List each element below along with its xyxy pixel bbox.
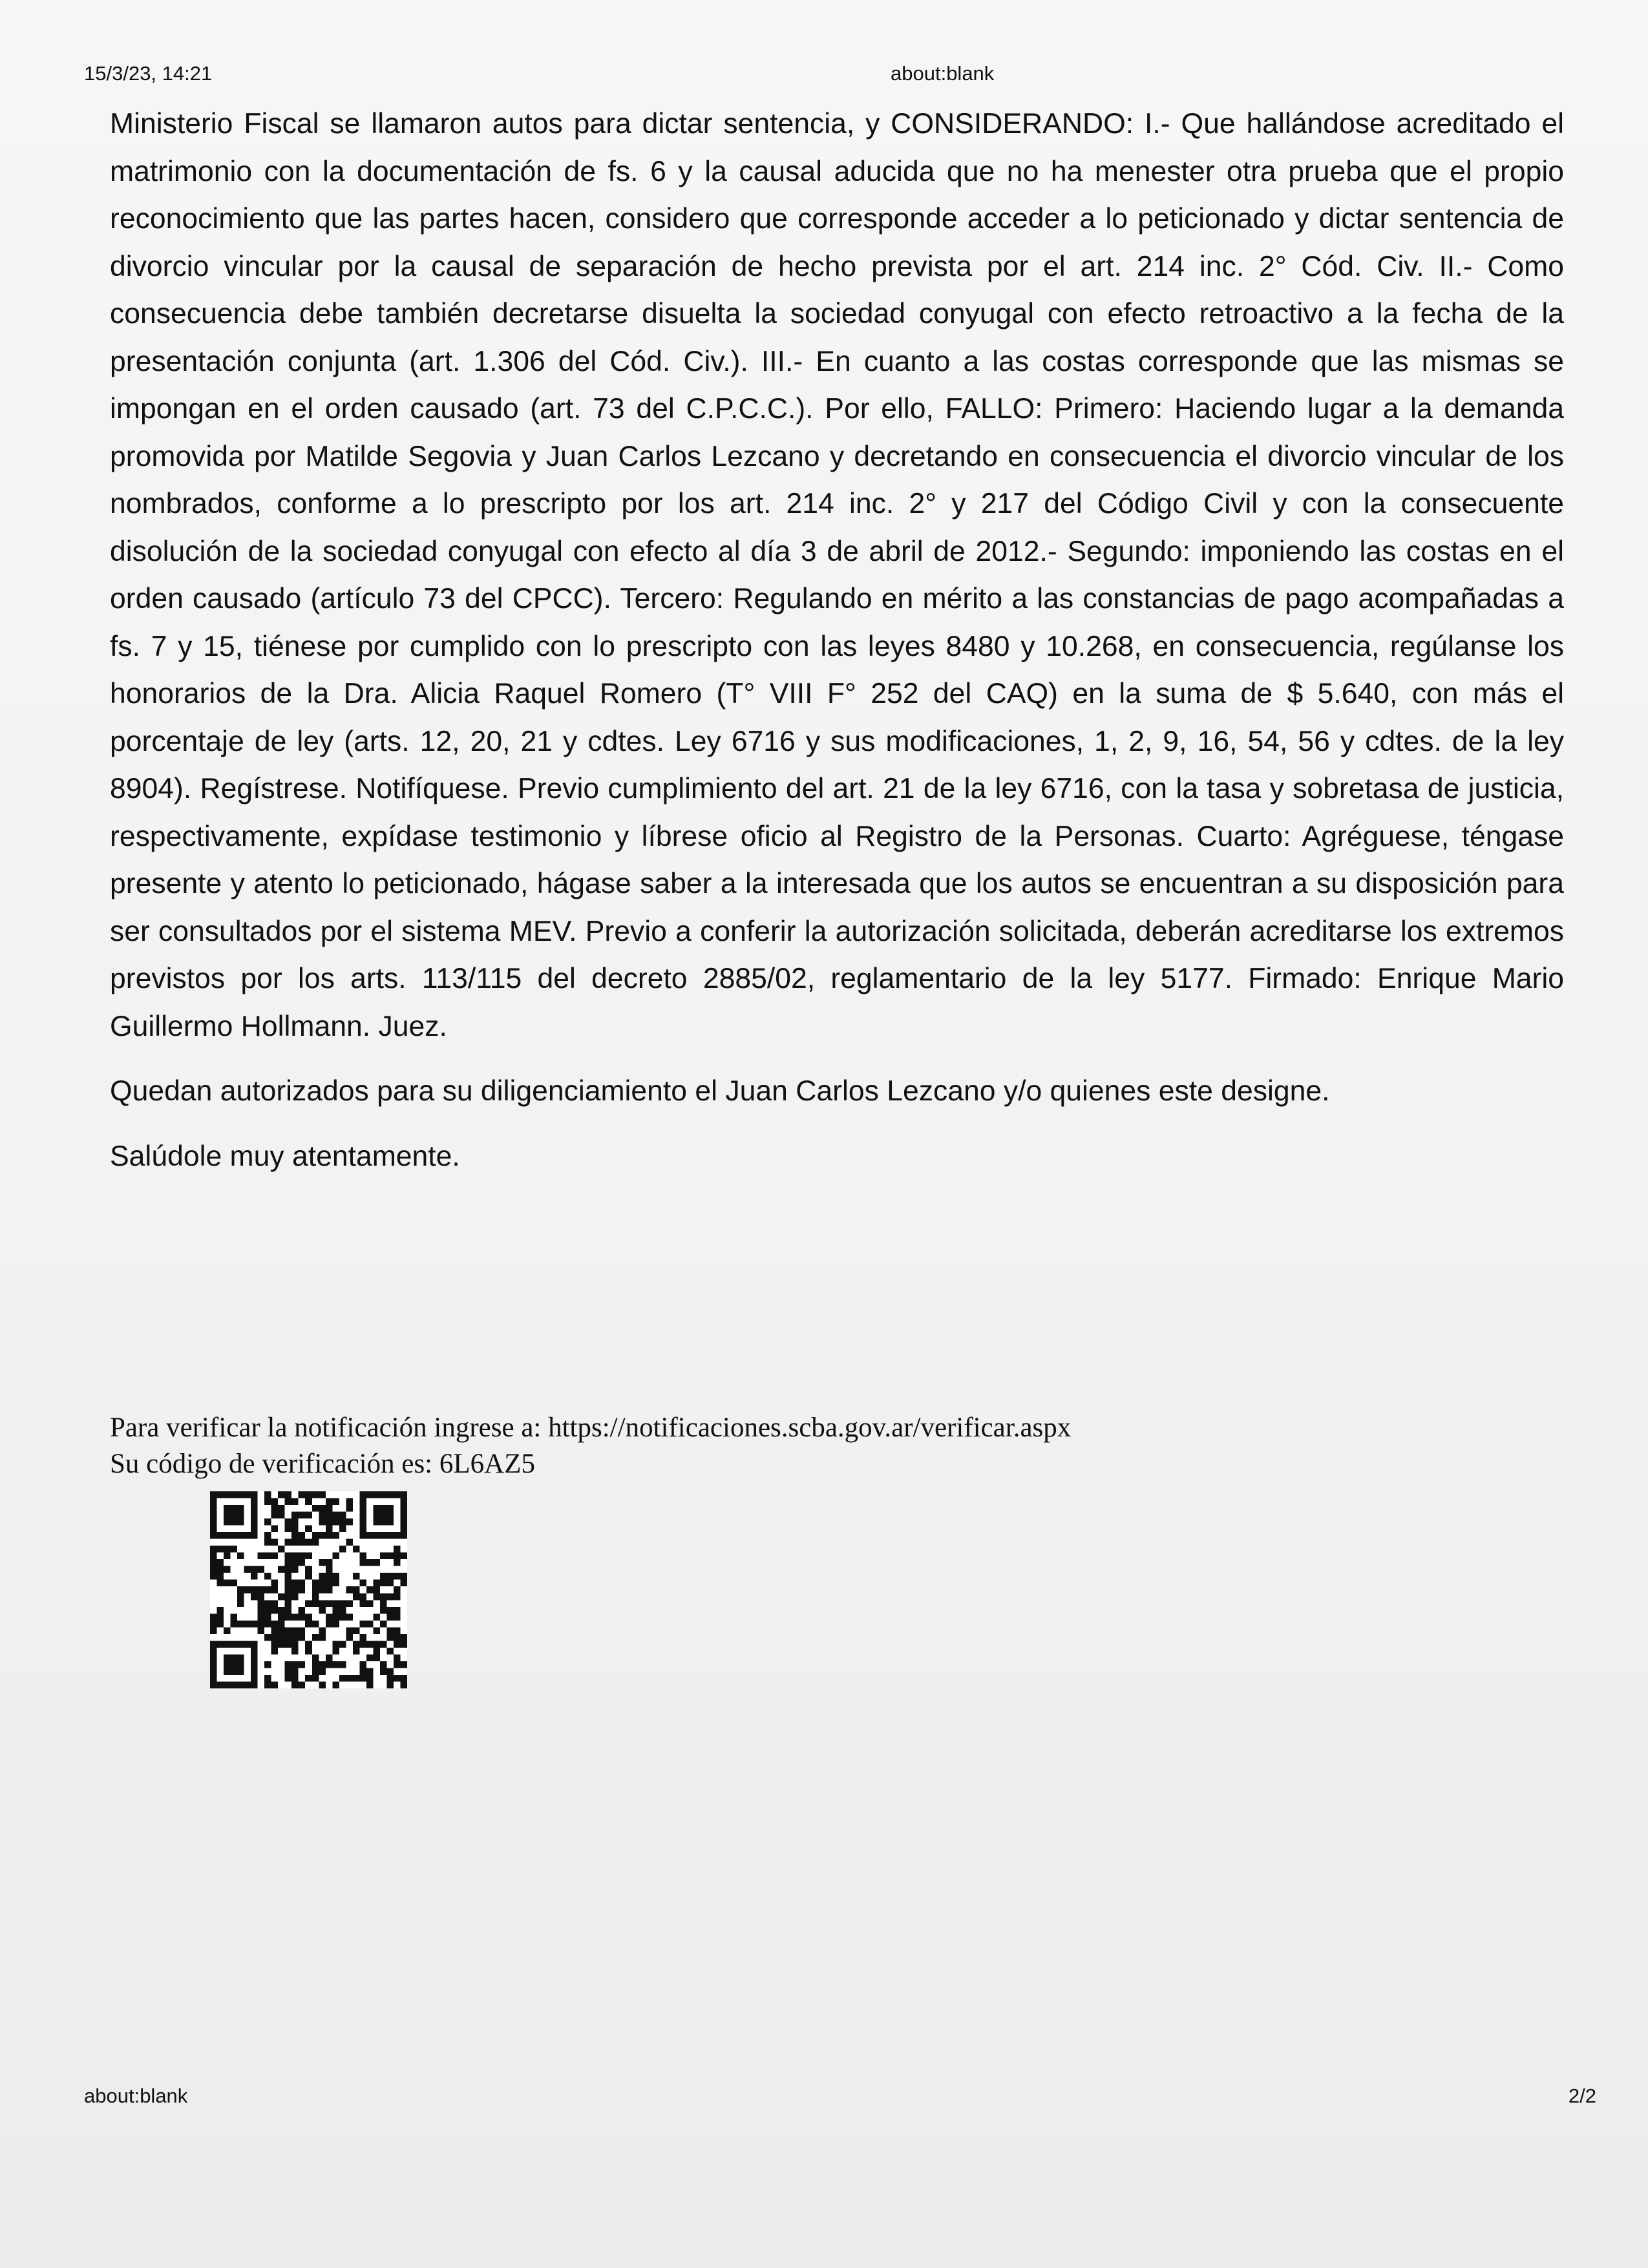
verification-url-line: Para verificar la notificación ingrese a: https://notificaciones.scba.gov.ar/verificar.aspx [110, 1412, 1072, 1443]
verification-block [110, 1410, 1071, 1482]
print-datetime: 15/3/23, 14:21 [84, 62, 213, 85]
print-footer-url: about:blank [84, 2084, 188, 2107]
ruling-paragraph: Ministerio Fiscal se llamaron autos para dictar sentencia, y CONSIDERANDO: I.- Que hallándose acreditado el matrimonio con la documentación de fs. 6 y la causal aducida que no ha menester otra prueba que el propio reconocimiento que las partes hacen, considero que corresponde acceder a lo peticionado y dictar sentencia de divorcio vincular por la causal de separación de hecho prevista por el art. 214 inc. 2° Cód. Civ. II.- Como consecuencia debe también decretarse disuelta la sociedad conyugal con efecto retroactivo a la fecha de la presentación conjunta (art. 1.306 del Cód. Civ.). III.- En cuanto a las costas corresponde que las mismas se impongan en el orden causado (art. 73 del C.P.C.C.). Por ello, FALLO: Primero: Haciendo lugar a la demanda promovida por Matilde Segovia y Juan Carlos Lezcano y decretando en consecuencia el divorcio vincular de los nombrados, conforme a lo prescripto por los art. 214 inc. 2° y 217 del Código Civil y con la consecuente disolución de la sociedad conyugal con efecto al día 3 de abril de 2012.- Segundo: imponiendo las costas en el orden causado (artículo 73 del CPCC). Tercero: Regulando en mérito a las constancias de pago acompañadas a fs. 7 y 15, tiénese por cumplido con lo prescripto con las leyes 8480 y 10.268, en consecuencia, regúlanse los honorarios de la Dra. Alicia Raquel Romero (T° VIII F° 252 del CAQ) en la suma de $ 5.640, con más el porcentaje de ley (arts. 12, 20, 21 y cdtes. Ley 6716 y sus modificaciones, 1, 2, 9, 16, 54, 56 y cdtes. de la ley 8904). Regístrese. Notifíquese. Previo cumplimiento del art. 21 de la ley 6716, con la tasa y sobretasa de justicia, respectivamente, expídase testimonio y líbrese oficio al Registro de la Personas. Cuarto: Agréguese, téngase presente y atento lo peticionado, hágase saber a la interesada que los autos se encuentran a su disposición para ser consultados por el sistema MEV. Previo a conferir la autorización solicitada, deberán acreditarse los extremos previstos por los arts. 113/115 del decreto 2885/02, reglamentario de la ley 5177. Firmado: Enrique Mario Guillermo Hollmann. Juez. [110, 108, 1564, 1042]
closing-salutation: Salúdole muy atentamente. [110, 1140, 460, 1172]
qr-code-graphic [210, 1491, 407, 1688]
letter-body [110, 100, 1564, 1180]
page-number: 2/2 [1568, 2084, 1596, 2107]
verification-code-line: Su código de verificación es: 6L6AZ5 [110, 1449, 535, 1479]
print-header-url: about:blank [891, 62, 995, 85]
qr-code-icon [210, 1491, 407, 1688]
authorization-paragraph: Quedan autorizados para su diligenciamiento el Juan Carlos Lezcano y/o quienes este designe. [110, 1075, 1330, 1107]
